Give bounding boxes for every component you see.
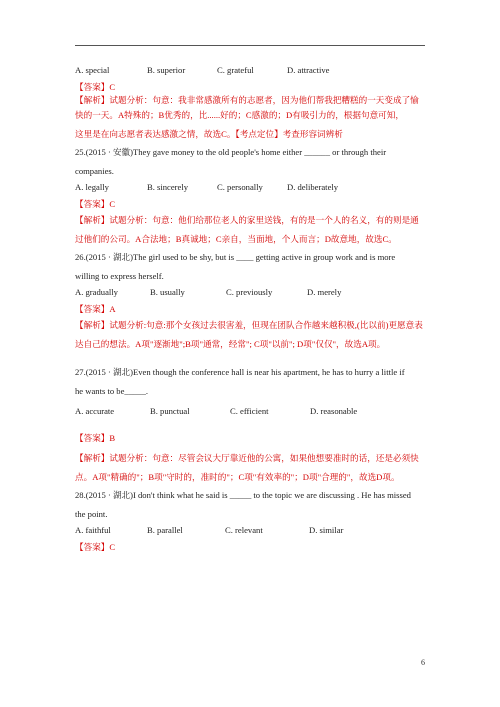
question-line: the point. — [75, 508, 108, 519]
explanation — [75, 316, 427, 353]
spacer — [75, 418, 427, 428]
answer: 【答案】B — [75, 433, 116, 443]
explanation — [75, 94, 427, 143]
explanation-line: 【解析】试题分析：句意：尽管会议大厅靠近他的公寓，如果他想要准时的话，还是必须快 — [75, 453, 419, 463]
question-line: 27.(2015 · 湖北)Even though the conference hall is near his apartment, he has to hurry a little if — [75, 367, 405, 377]
question — [75, 486, 427, 523]
option-a: A. accurate — [75, 406, 115, 416]
explanation-line: 点。A项"精确的"；B项"守时的，准时的"；C项"有效率的"；D项"合理的"，故选D项。 — [75, 471, 400, 482]
explanation-line: 这里是在向志愿者表达感激之情，故选C。【考点定位】考查形容词辨析 — [75, 128, 343, 139]
option-c: C. personally — [217, 182, 263, 192]
question — [75, 248, 427, 285]
spacer — [75, 353, 427, 363]
option-a: A. faithful — [75, 525, 111, 535]
option-c: C. grateful — [217, 65, 254, 75]
option-b: B. punctual — [150, 406, 190, 416]
option-c: C. efficient — [230, 406, 269, 416]
header-rule — [75, 45, 425, 46]
question-line: he wants to be_____. — [75, 385, 149, 396]
explanation-line: 【解析】试题分析:句意:那个女孩过去很害羞，但现在团队合作越来越积极,(比以前)更愿意表 — [75, 320, 423, 330]
question — [75, 363, 427, 400]
option-a: A. special — [75, 65, 110, 75]
question — [75, 143, 427, 180]
option-b: B. usually — [150, 287, 185, 297]
option-d: D. merely — [307, 287, 342, 297]
answer: 【答案】C — [75, 82, 116, 92]
explanation-line: 达自己的想法。A项"逐渐地";B项"通常，经常"; C项"以前"; D项"仅仅"，故选A项。 — [75, 338, 386, 349]
option-b: B. parallel — [147, 525, 183, 535]
explanation-line: 【解析】试题分析：句意：我非常感激所有的志愿者，因为他们帮我把糟糕的一天变成了愉 — [75, 95, 419, 105]
question-line: 25.(2015 · 安徽)They gave money to the old people's home either ______ or through their — [75, 147, 387, 157]
explanation — [75, 449, 427, 486]
options-row — [75, 523, 427, 537]
page-number: 6 — [421, 658, 425, 667]
explanation — [75, 211, 427, 248]
answer: 【答案】C — [75, 542, 116, 552]
question-line: 28.(2015 · 湖北)I don't think what he said is _____ to the topic we are discussing . He has missed — [75, 490, 411, 500]
option-a: A. legally — [75, 182, 109, 192]
option-b: B. sincerely — [147, 182, 189, 192]
option-d: D. attractive — [287, 65, 330, 75]
option-c: C. relevant — [225, 525, 263, 535]
explanation-line: 过他们的公司。A合法地；B真诚地；C亲自，当面地，个人而言；D故意地，故选C。 — [75, 233, 397, 244]
answer: 【答案】A — [75, 304, 116, 314]
options-row — [75, 180, 427, 194]
options-row — [75, 285, 427, 299]
option-d: D. deliberately — [287, 182, 339, 192]
option-d: D. reasonable — [310, 406, 358, 416]
answer: 【答案】C — [75, 199, 116, 209]
option-c: C. previously — [226, 287, 273, 297]
option-d: D. similar — [309, 525, 344, 535]
option-a: A. gradually — [75, 287, 118, 297]
explanation-line: 快的一天。A特殊的；B优秀的，比......好的；C感激的；D有吸引力的，根据句意可知， — [75, 110, 404, 120]
explanation-line: 【解析】试题分析：句意：他们给那位老人的家里送钱，有的是一个人的名义，有的则是通 — [75, 215, 419, 225]
question-line: 26.(2015 · 湖北)The girl used to be shy, but is ____ getting active in group work and is more — [75, 252, 396, 262]
page-content — [75, 63, 427, 554]
options-row — [75, 404, 427, 418]
option-b: B. superior — [147, 65, 186, 75]
question-line: companies. — [75, 165, 114, 176]
options-row — [75, 63, 427, 77]
question-line: willing to express herself. — [75, 270, 164, 281]
